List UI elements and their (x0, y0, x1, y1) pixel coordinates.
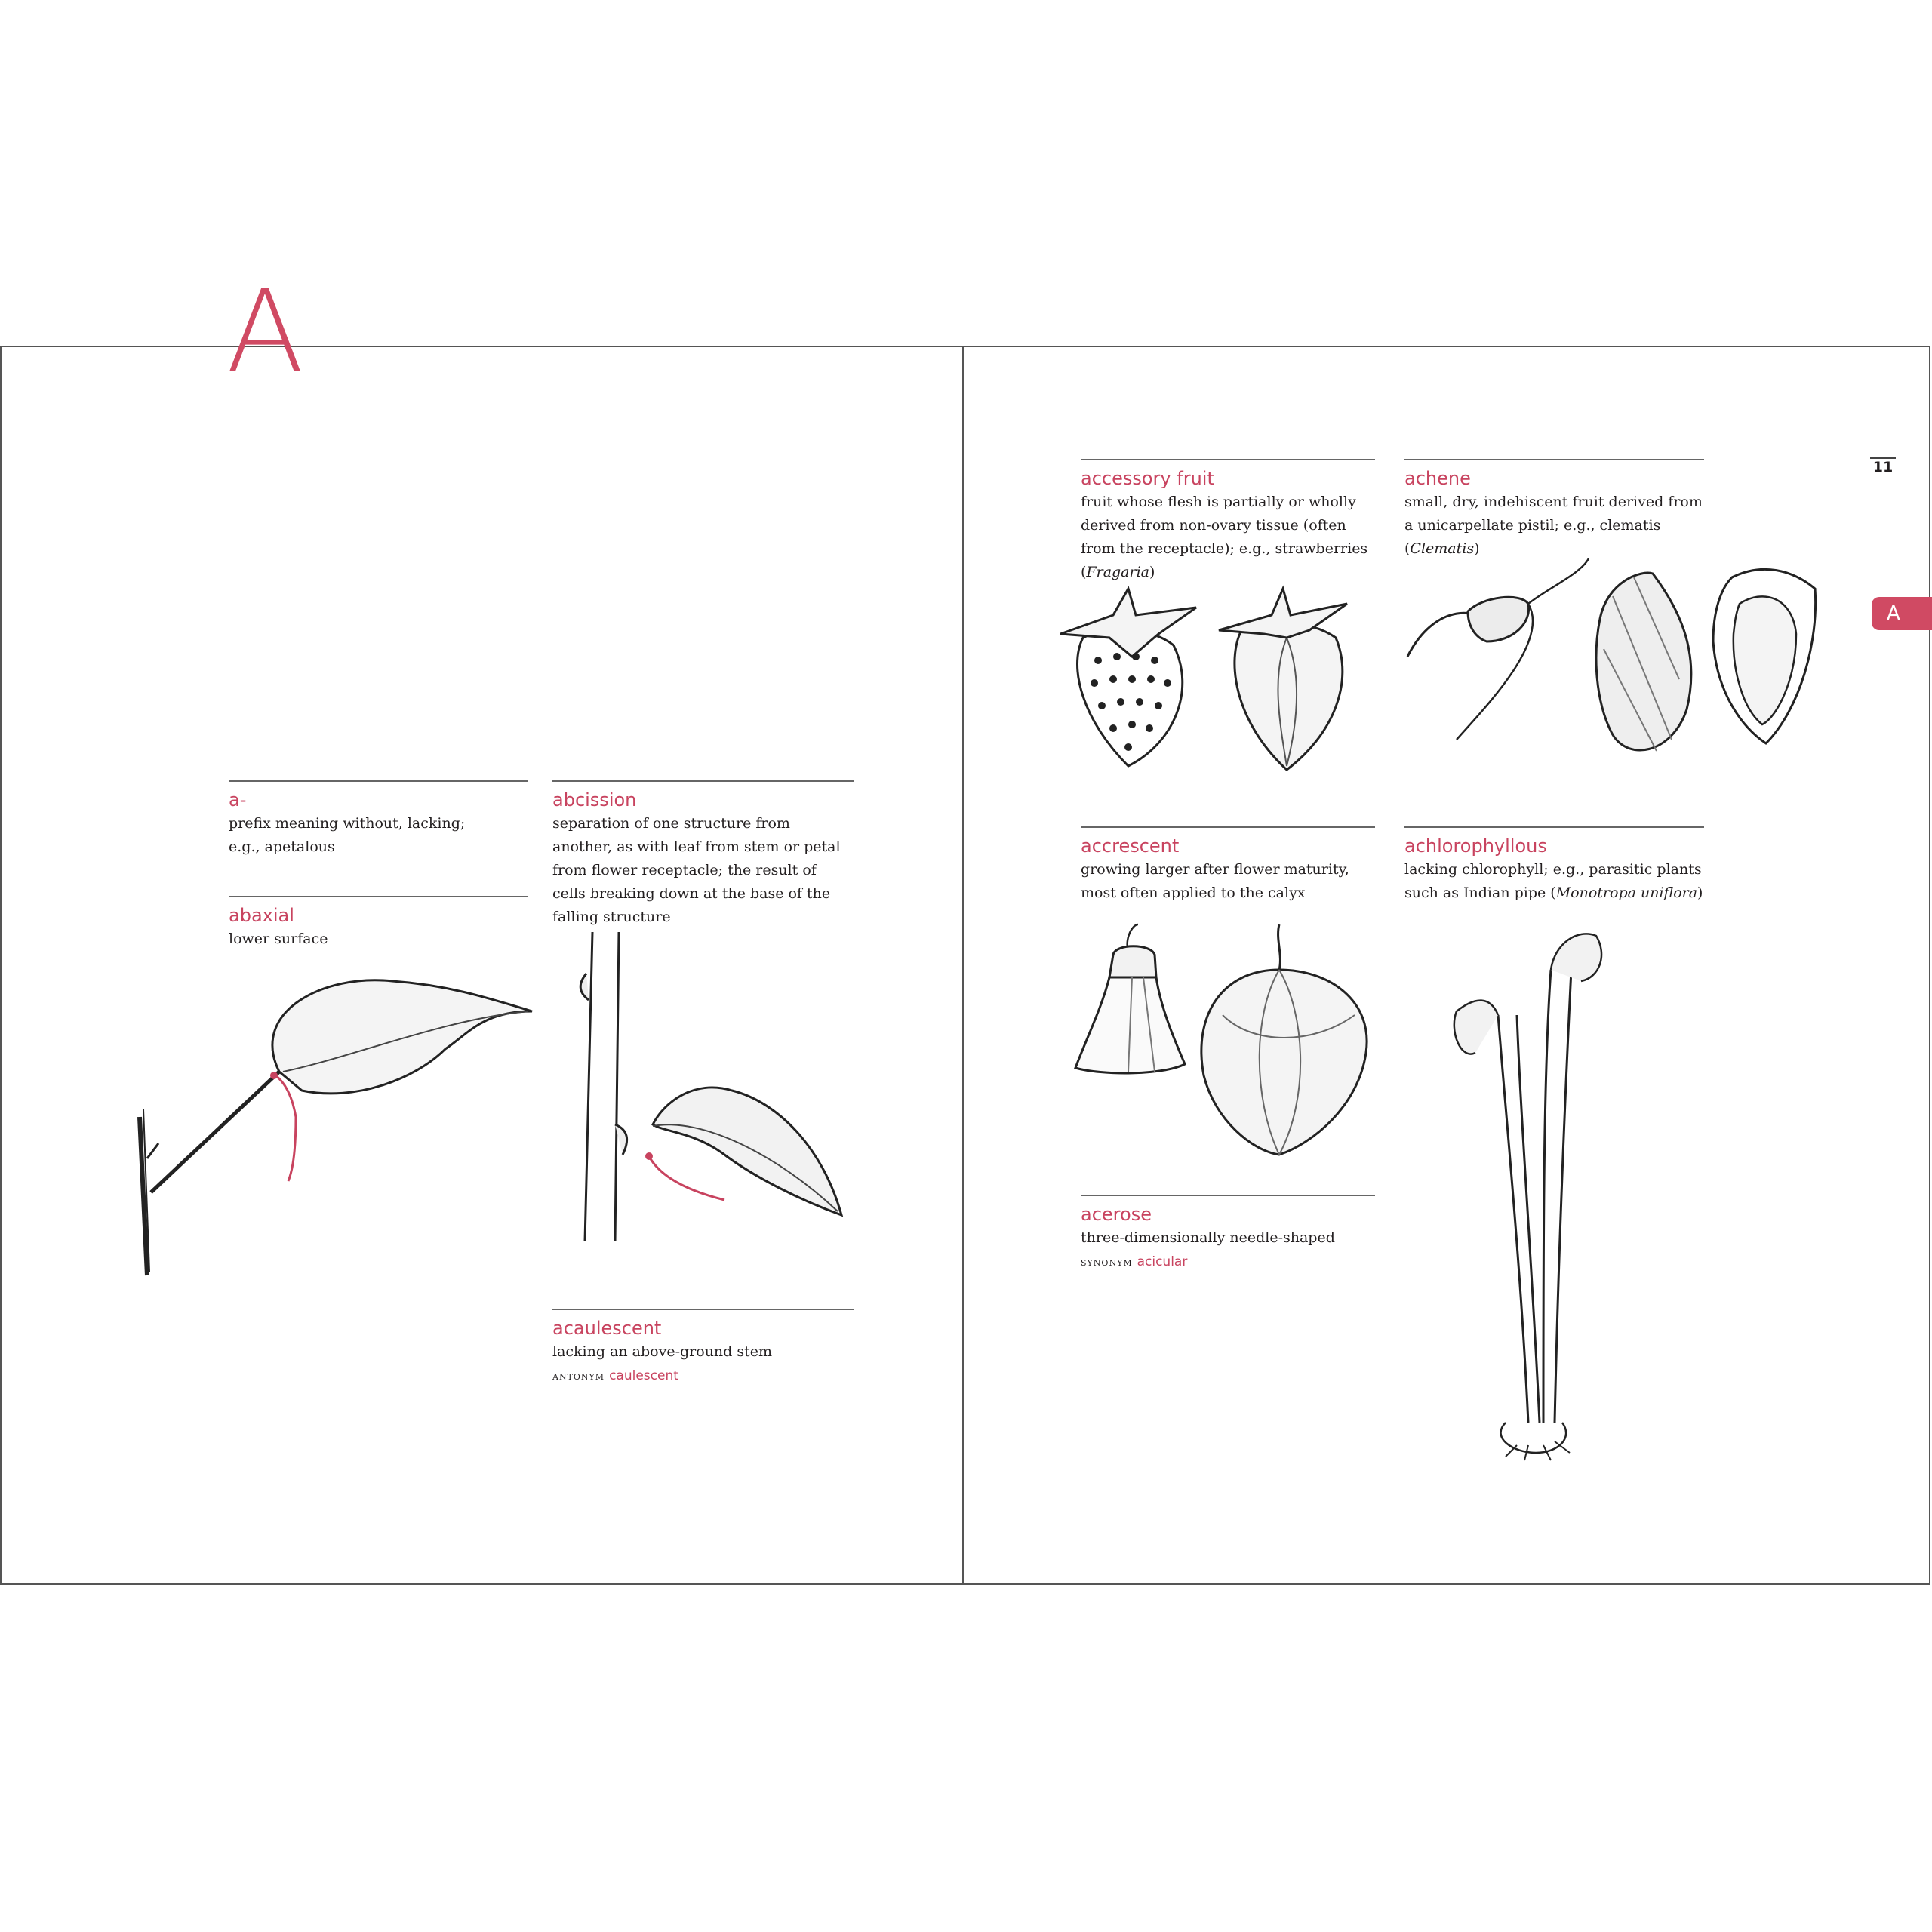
strawberry-illustration (1053, 585, 1385, 774)
definition-italic: Monotropa uniflora (1555, 884, 1698, 901)
entry-term: acaulescent (552, 1318, 662, 1339)
entry-acaulescent (552, 1309, 854, 1388)
entry-definition (1404, 858, 1704, 905)
entry-rule (552, 780, 854, 782)
xref-term: acicular (1137, 1254, 1188, 1269)
definition-text: ) (1149, 564, 1155, 580)
entry-abaxial (229, 896, 528, 951)
entry-rule (1081, 459, 1375, 460)
entry-rule (552, 1309, 854, 1310)
entry-rule (229, 896, 528, 897)
entry-definition (1404, 491, 1704, 561)
xref-tag: synonym (1081, 1254, 1133, 1269)
entry-definition: separation of one structure from another, as with leaf from stem or petal from flower receptacle; the result of cells breaking down at the base of the falling structure (552, 815, 841, 925)
indian-pipe-illustration (1445, 924, 1634, 1460)
definition-italic: Clematis (1410, 540, 1475, 557)
entry-term: abaxial (229, 905, 294, 926)
entry-achlorophyllous (1404, 826, 1704, 905)
achene-illustration (1407, 558, 1830, 770)
entry-term: achlorophyllous (1404, 835, 1547, 857)
entry-rule (1404, 826, 1704, 828)
page-number: 11 (1872, 459, 1894, 475)
definition-text: small, dry, indehiscent fruit derived from a unicarpellate pistil; e.g., clematis ( (1404, 494, 1703, 557)
definition-text: ) (1697, 884, 1703, 901)
entry-term: achene (1404, 468, 1471, 489)
xref-term: caulescent (609, 1368, 678, 1383)
entry-rule (1404, 459, 1704, 460)
entry-rule (1081, 826, 1375, 828)
entry-term: accessory fruit (1081, 468, 1214, 489)
accrescent-illustration (1072, 924, 1374, 1158)
entry-term: acerose (1081, 1204, 1152, 1225)
entry-cross-reference (552, 1364, 854, 1388)
entry-definition: lacking an above-ground stem (552, 1343, 773, 1360)
entry-cross-reference (1081, 1250, 1375, 1274)
definition-text: lacking chlorophyll; e.g., parasitic plants such as Indian pipe ( (1404, 861, 1702, 901)
definition-text: fruit whose flesh is partially or wholly derived from non-ovary tissue (often from the receptacle); e.g., strawberries ( (1081, 494, 1368, 580)
entry-term: accrescent (1081, 835, 1180, 857)
entry-definition: growing larger after flower maturity, most often applied to the calyx (1081, 861, 1349, 901)
entry-rule (1081, 1195, 1375, 1196)
abscission-illustration (551, 928, 891, 1245)
entry-term: a- (229, 789, 247, 811)
entry-accrescent (1081, 826, 1375, 905)
entry-accessory-fruit (1081, 459, 1375, 584)
entry-definition (1081, 491, 1371, 584)
entry-achene (1404, 459, 1704, 561)
definition-text: ) (1474, 540, 1480, 557)
definition-italic: Fragaria (1086, 564, 1149, 580)
entry-acerose (1081, 1195, 1375, 1274)
thumb-tab[interactable]: A (1872, 597, 1932, 630)
entry-rule (229, 780, 528, 782)
entry-abcission (552, 780, 854, 929)
entry-definition: three-dimensionally needle-shaped (1081, 1229, 1335, 1246)
entry-definition: lower surface (229, 931, 328, 947)
section-letter: A (226, 266, 304, 398)
entry-definition: prefix meaning without, lacking; e.g., apetalous (229, 815, 466, 855)
entry-term: abcission (552, 789, 637, 811)
leaf-illustration (128, 966, 536, 1283)
entry-a (229, 780, 528, 859)
xref-tag: antonym (552, 1368, 605, 1383)
